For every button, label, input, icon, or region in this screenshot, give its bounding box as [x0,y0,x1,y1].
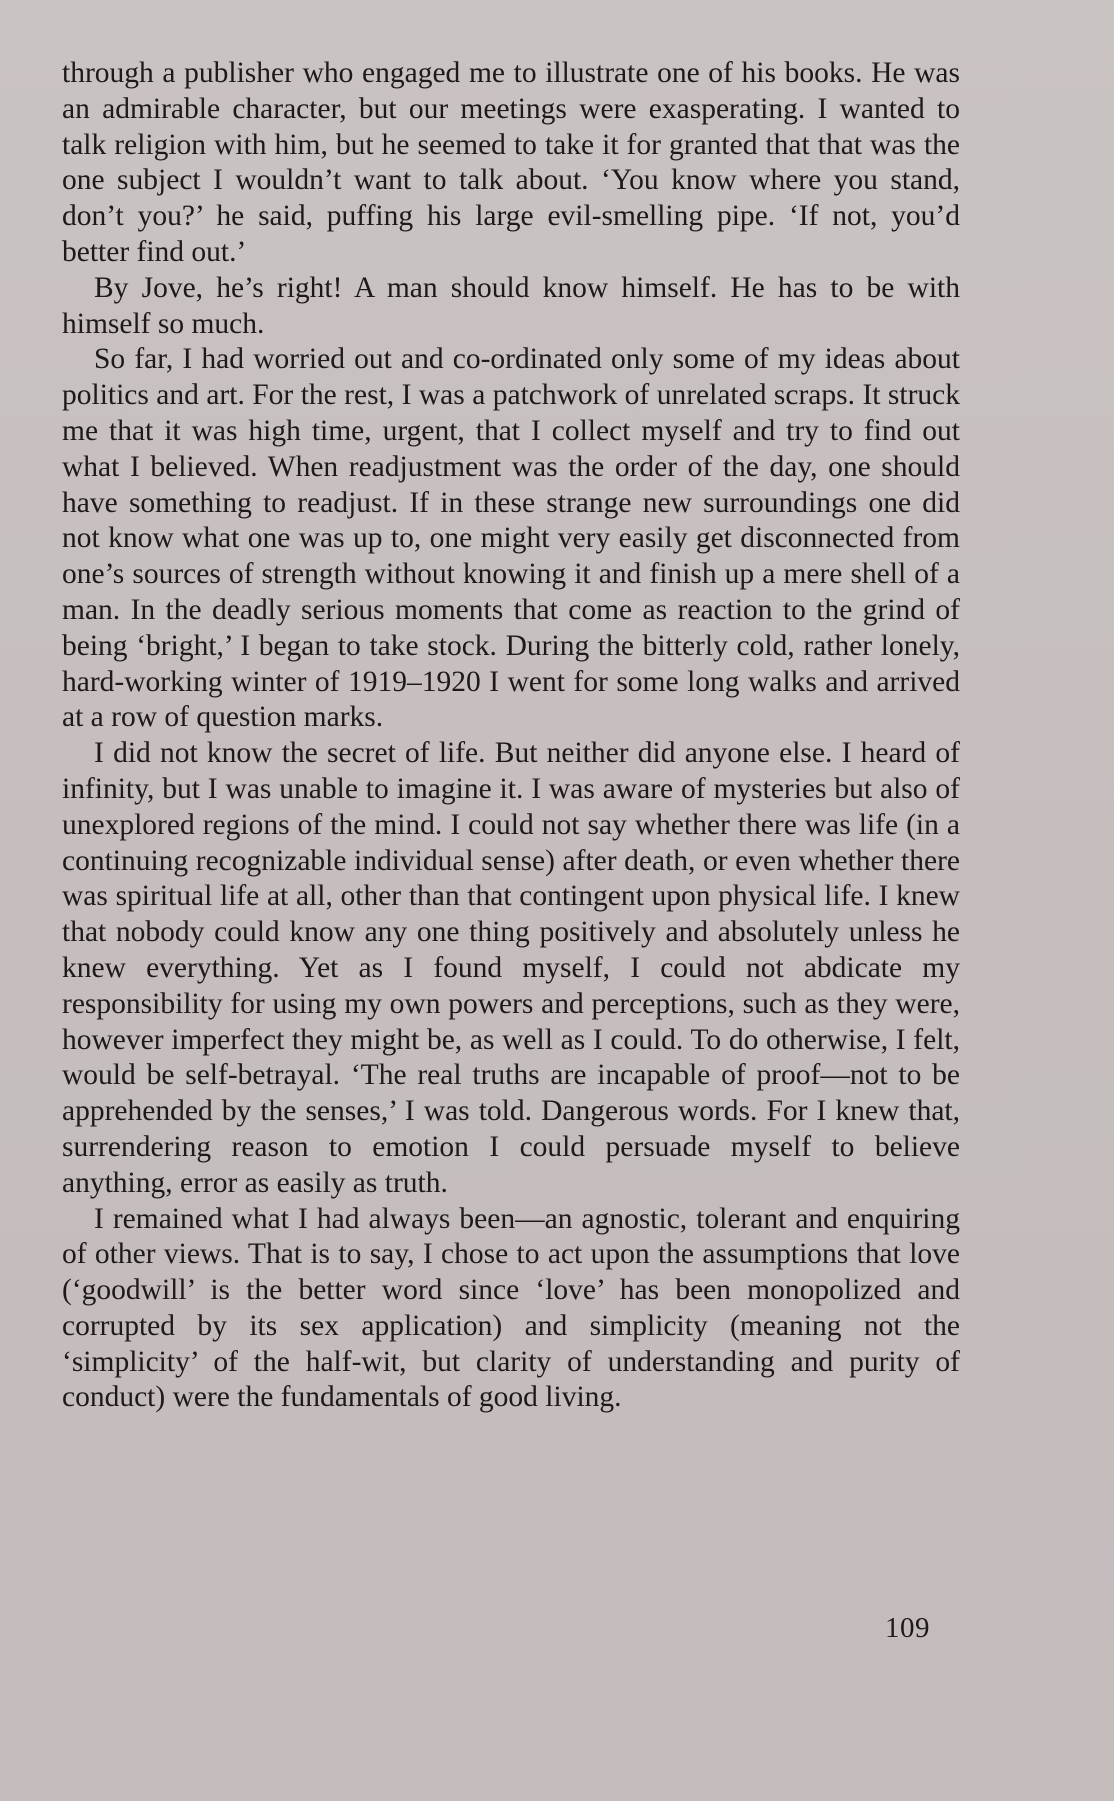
paragraph-4: I did not know the secret of life. But neither did anyone else. I heard of infinity, but I was unable to imagine it. I was aware of mysteries but also of unexplored regions of the mind. I could not say whether there was life (in a continuing recognizable individual sense) after death, or even whether there was spiritual life at all, other than that contingent upon physical life. I knew that nobody could know any one thing positively and absolutely unless he knew everything. Yet as I found myself, I could not abdicate my responsibility for using my own powers and perceptions, such as they were, however imperfect they might be, as well as I could. To do otherwise, I felt, would be self-betrayal. ‘The real truths are incapable of proof—not to be apprehended by the senses,’ I was told. Dangerous words. For I knew that, surrendering reason to emotion I could persuade myself to believe anything, error as easily as truth. [62,737,960,1199]
body-text [62,56,960,1416]
paragraph-1: through a publisher who engaged me to illustrate one of his books. He was an admirable character, but our meetings were exasperating. I wanted to talk religion with him, but he seemed to take it for granted that that was the one subject I wouldn’t want to talk about. ‘You know where you stand, don’t you?’ he said, puffing his large evil-smelling pipe. ‘If not, you’d better find out.’ [62,57,960,268]
paragraph-3: So far, I had worried out and co-ordinated only some of my ideas about politics and art. For the rest, I was a patchwork of unrelated scraps. It struck me that it was high time, urgent, that I collect myself and try to find out what I believed. When readjustment was the order of the day, one should have something to readjust. If in these strange new surroundings one did not know what one was up to, one might very easily get disconnected from one’s sources of strength without knowing it and finish up a mere shell of a man. In the deadly serious moments that come as reaction to the grind of being ‘bright,’ I began to take stock. During the bitterly cold, rather lonely, hard-working winter of 1919–1920 I went for some long walks and arrived at a row of question marks. [62,343,960,734]
paragraph-2: By Jove, he’s right! A man should know himself. He has to be with himself so much. [62,271,960,340]
paragraph-5: I remained what I had always been—an agnostic, tolerant and enquiring of other views. That is to say, I chose to act upon the assumptions that love (‘goodwill’ is the better word since ‘love’ has been monopolized and corrupted by its sex application) and simplicity (meaning not the ‘simplicity’ of the half-wit, but clarity of understanding and purity of conduct) were the fundamentals of good living. [62,1202,960,1414]
page-number: 109 [885,1612,930,1644]
